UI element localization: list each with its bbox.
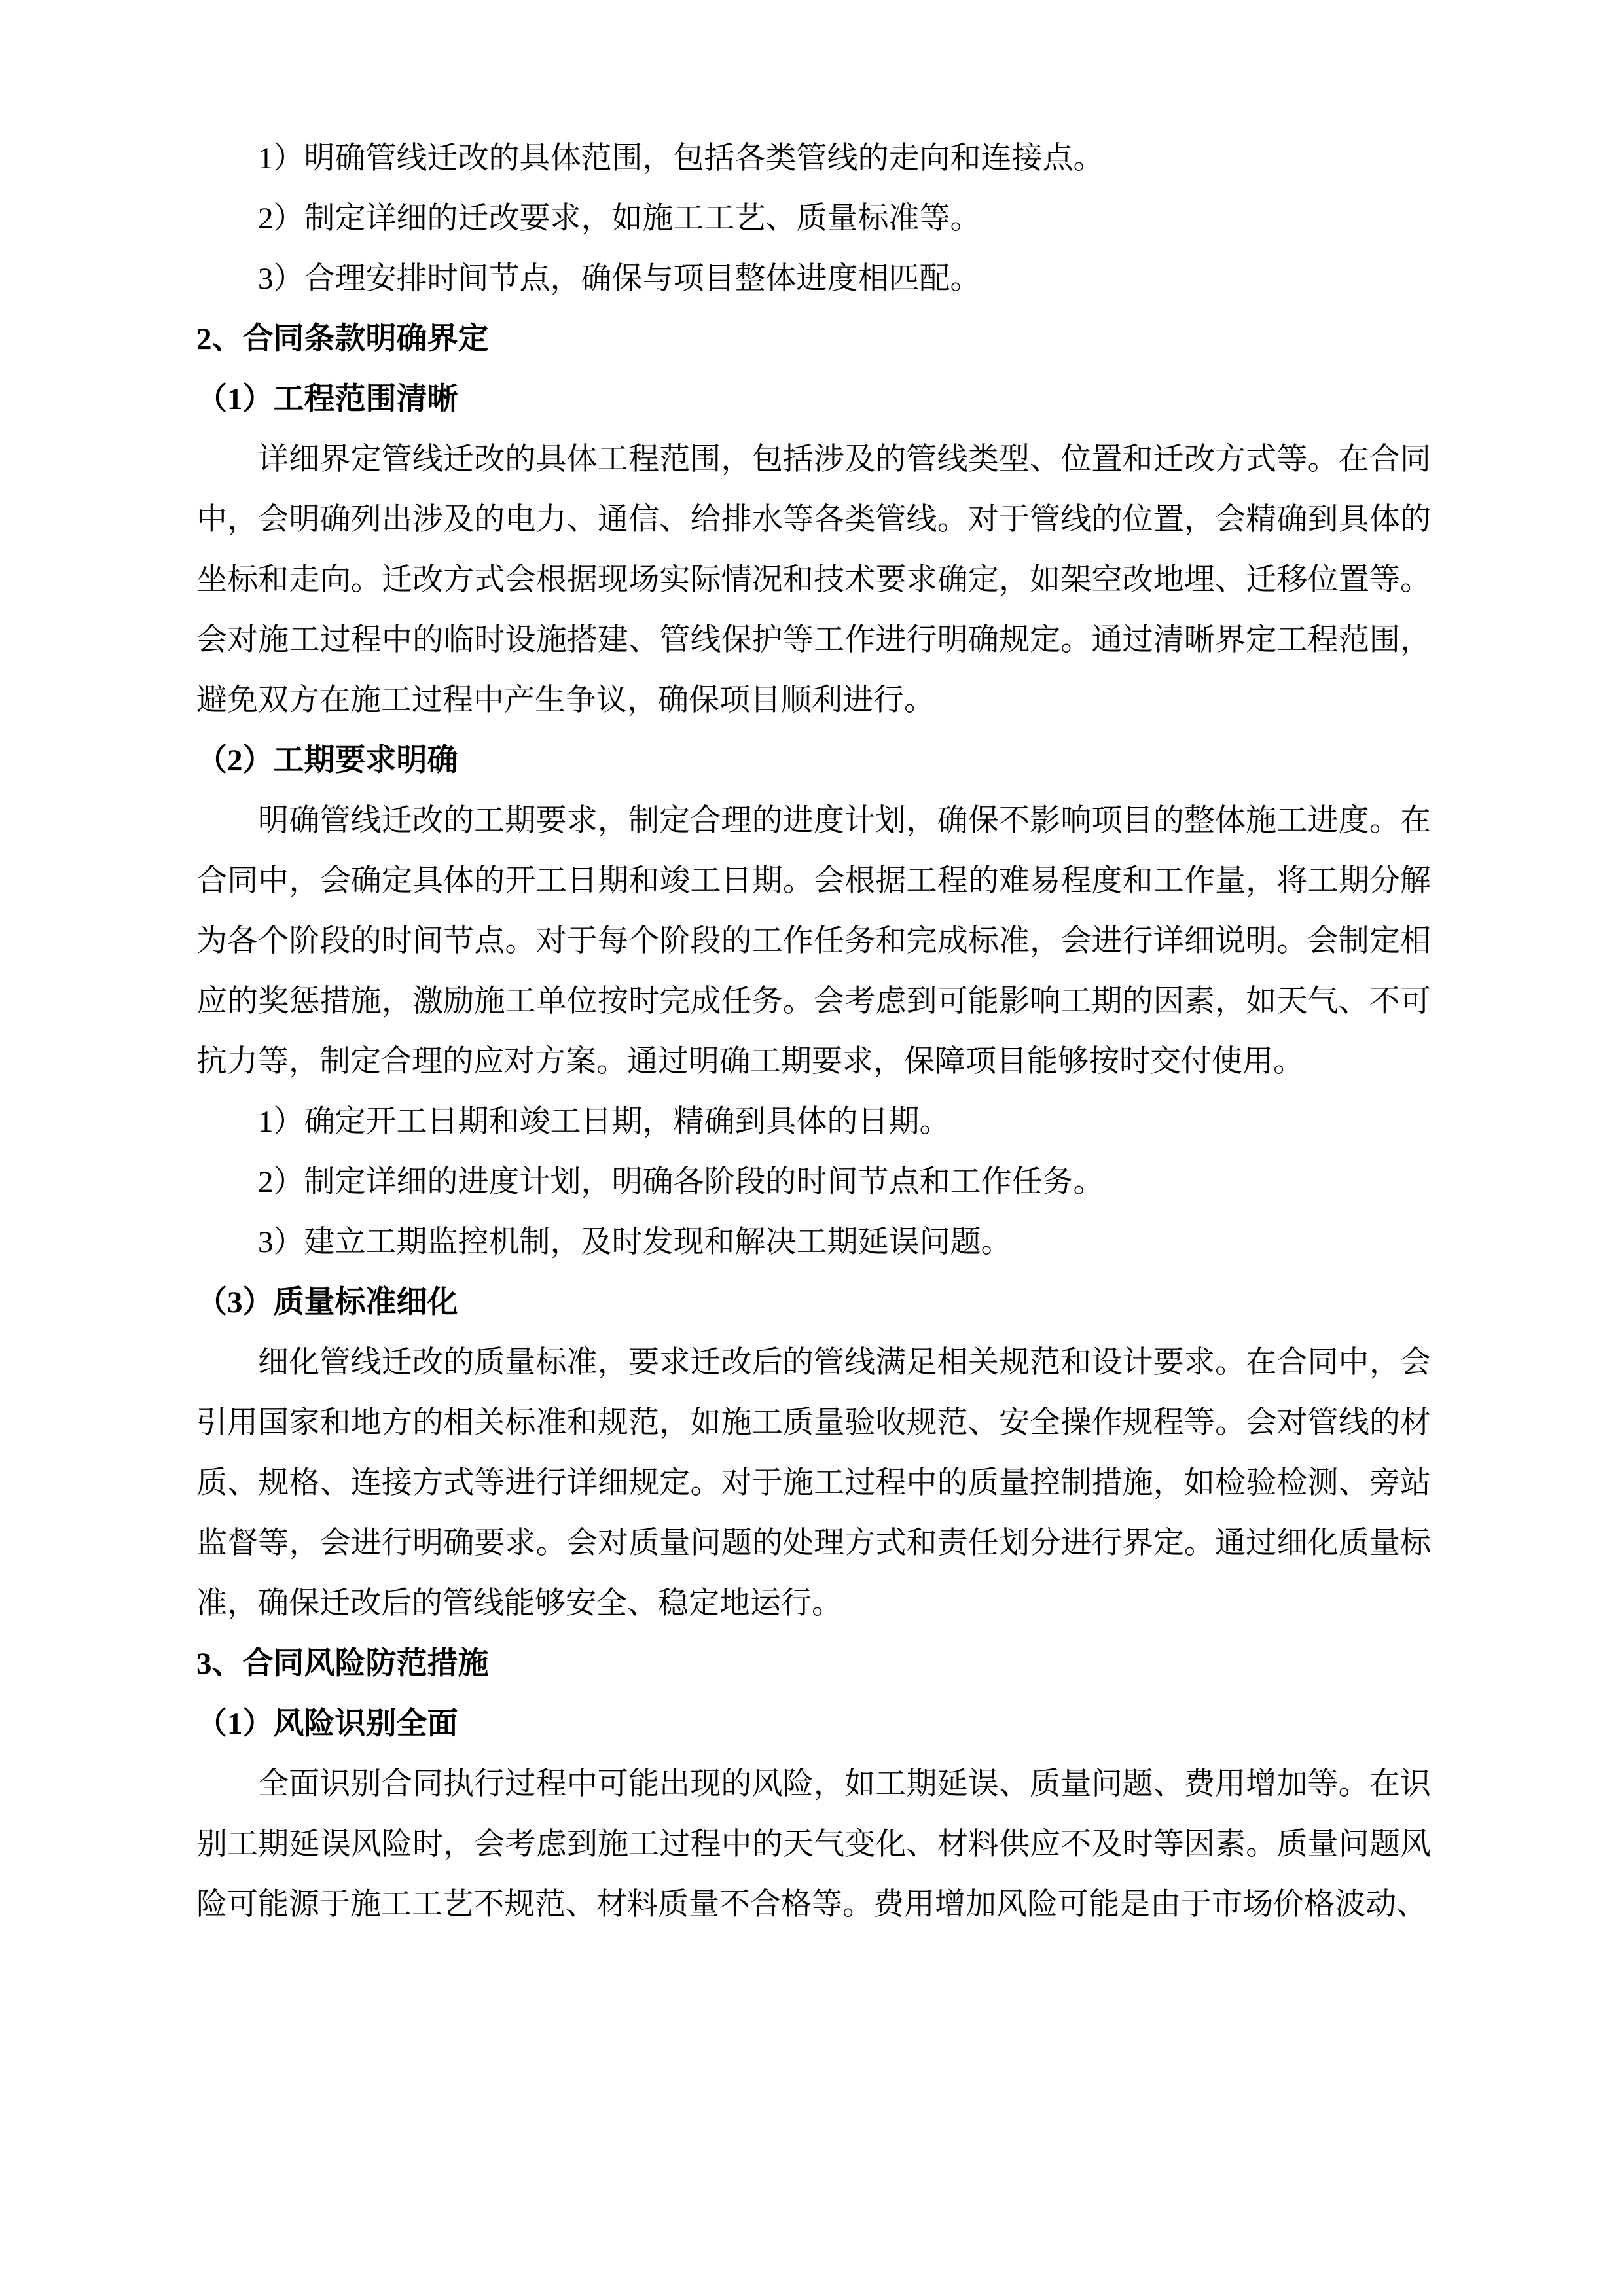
paragraph: 详细界定管线迁改的具体工程范围，包括涉及的管线类型、位置和迁改方式等。在合同中，会明确列出涉及的电力、通信、给排水等各类管线。对于管线的位置，会精确到具体的坐标和走向。迁改方式会根据现场实际情况和技术要求确定，如架空改地埋、迁移位置等。会对施工过程中的临时设施搭建、管线保护等工作进行明确规定。通过清晰界定工程范围，避免双方在施工过程中产生争议，确保项目顺利进行。 — [196, 442, 1431, 717]
subsection-heading: （2）工期要求明确 — [196, 744, 458, 778]
section-heading: 3、合同风险防范措施 — [196, 1647, 489, 1681]
paragraph: 明确管线迁改的工期要求，制定合理的进度计划，确保不影响项目的整体施工进度。在合同中，会确定具体的开工日期和竣工日期。会根据工程的难易程度和工作量，将工期分解为各个阶段的时间节点。对于每个阶段的工作任务和完成标准，会进行详细说明。会制定相应的奖惩措施，激励施工单位按时完成任务。会考虑到可能影响工期的因素，如天气、不可抗力等，制定合理的应对方案。通过明确工期要求，保障项目能够按时交付使用。 — [196, 804, 1431, 1079]
paragraph: 细化管线迁改的质量标准，要求迁改后的管线满足相关规范和设计要求。在合同中，会引用国家和地方的相关标准和规范，如施工质量验收规范、安全操作规程等。会对管线的材质、规格、连接方式等进行详细规定。对于施工过程中的质量控制措施，如检验检测、旁站监督等，会进行明确要求。会对质量问题的处理方式和责任划分进行界定。通过细化质量标准，确保迁改后的管线能够安全、稳定地运行。 — [196, 1346, 1431, 1621]
list-item: 3）建立工期监控机制，及时发现和解决工期延误问题。 — [258, 1225, 1012, 1259]
section-heading: 2、合同条款明确界定 — [196, 322, 489, 356]
list-item: 2）制定详细的进度计划，明确各阶段的时间节点和工作任务。 — [258, 1165, 1104, 1199]
subsection-heading: （1）风险识别全面 — [196, 1707, 458, 1741]
list-item: 1）明确管线迁改的具体范围，包括各类管线的走向和连接点。 — [258, 141, 1104, 175]
paragraph: 全面识别合同执行过程中可能出现的风险，如工期延误、质量问题、费用增加等。在识别工期延误风险时，会考虑到施工过程中的天气变化、材料供应不及时等因素。质量问题风险可能源于施工工艺不规范、材料质量不合格等。费用增加风险可能是由于市场价格波动、 — [196, 1767, 1431, 1922]
list-item: 1）确定开工日期和竣工日期，精确到具体的日期。 — [258, 1105, 950, 1139]
subsection-heading: （3）质量标准细化 — [196, 1285, 458, 1319]
subsection-heading: （1）工程范围清晰 — [196, 382, 458, 416]
list-item: 3）合理安排时间节点，确保与项目整体进度相匹配。 — [258, 262, 981, 296]
list-item: 2）制定详细的迁改要求，如施工工艺、质量标准等。 — [258, 202, 981, 236]
